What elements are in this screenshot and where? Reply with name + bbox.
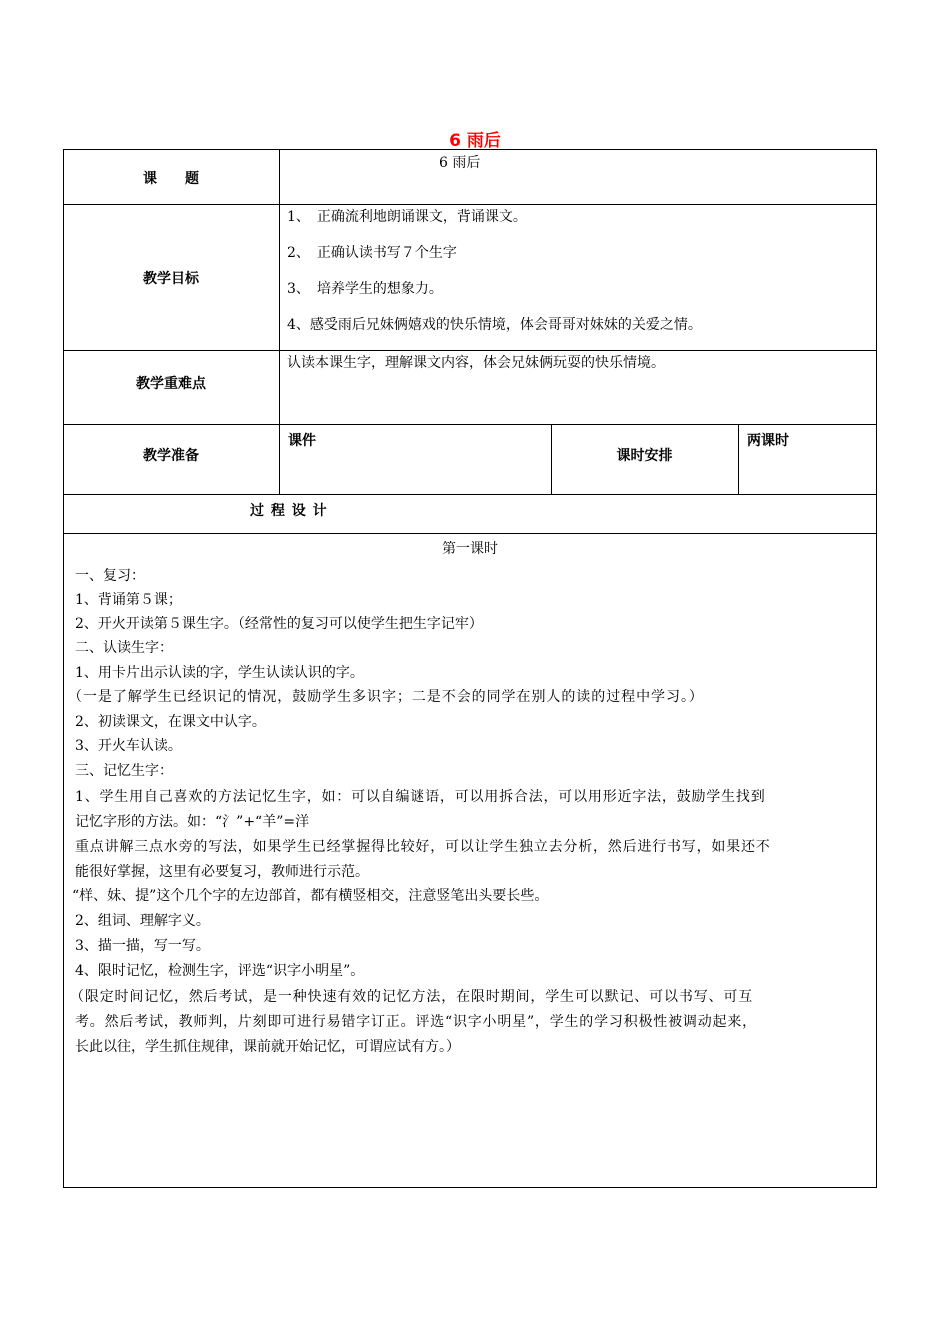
- topic-label: 课 题: [143, 171, 199, 187]
- process-label: 过 程 设 计: [250, 503, 328, 519]
- goal-item: 4、感受雨后兄妹俩嬉戏的快乐情境，体会哥哥对妹妹的关爱之情。: [287, 317, 702, 333]
- process-line: 重点讲解三点水旁的写法，如果学生已经掌握得比较好，可以让学生独立去分析，然后进行书写，如果还不: [75, 839, 771, 855]
- col-divider: [279, 149, 280, 495]
- goal-item: 2、 正确认读书写７个生字: [287, 245, 457, 261]
- schedule-value: 两课时: [747, 433, 789, 449]
- process-line: 一、复习：: [75, 568, 145, 584]
- process-line: 1、背诵第５课；: [75, 592, 182, 608]
- goals-label: 教学目标: [143, 271, 199, 287]
- goal-item: 3、 培养学生的想象力。: [287, 281, 443, 297]
- process-line: 记忆字形的方法。如：“氵”+“羊”=洋: [75, 814, 310, 830]
- process-line: 2、初读课文，在课文中认字。: [75, 714, 266, 730]
- preparation-value: 课件: [288, 433, 316, 449]
- process-line: 2、组词、理解字义。: [75, 913, 210, 929]
- process-line: 能很好掌握，这里有必要复习，教师进行示范。: [75, 864, 369, 880]
- schedule-label: 课时安排: [616, 448, 673, 464]
- row-divider: [63, 424, 877, 425]
- goal-item: 1、 正确流利地朗诵课文，背诵课文。: [287, 209, 527, 225]
- process-line: 4、限时记忆，检测生字，评选“识字小明星”。: [75, 963, 365, 979]
- row-divider: [63, 494, 877, 495]
- process-line: 三、记忆生字：: [75, 763, 173, 779]
- process-line: 3、描一描，写一写。: [75, 938, 210, 954]
- process-line: 1、学生用自己喜欢的方法记忆生字，如：可以自编谜语，可以用拆合法，可以用形近字法，鼓励学生找到: [75, 789, 766, 805]
- row-divider: [63, 204, 877, 205]
- process-line: “样、妹、提”这个几个字的左边部首，都有横竖相交，注意竖笔出头要长些。: [72, 888, 549, 904]
- process-line: 1、用卡片出示认读的字，学生认读认识的字。: [75, 665, 364, 681]
- process-line: 3、开火车认读。: [75, 738, 182, 754]
- topic-value: 6 雨后: [439, 155, 481, 171]
- key-points-value: 认读本课生字，理解课文内容，体会兄妹俩玩耍的快乐情境。: [287, 355, 665, 371]
- preparation-label: 教学准备: [143, 448, 199, 464]
- process-line: 2、开火开读第５课生字。（经常性的复习可以使学生把生字记牢）: [75, 616, 483, 632]
- col-divider: [738, 424, 739, 495]
- row-divider: [63, 533, 877, 534]
- process-line: （限定时间记忆，然后考试，是一种快速有效的记忆方法，在限时期间，学生可以默记、可以书写、可互: [70, 989, 754, 1005]
- document-title: 6 雨后: [449, 131, 501, 151]
- key-points-label: 教学重难点: [136, 376, 206, 392]
- process-line: 二、认读生字：: [75, 640, 173, 656]
- row-divider: [63, 350, 877, 351]
- lesson-heading: 第一课时: [442, 541, 498, 557]
- process-line: （一是了解学生已经识记的情况，鼓励学生多识字；二是不会的同学在别人的读的过程中学习。）: [68, 689, 704, 705]
- process-line: 考。然后考试，教师判，片刻即可进行易错字订正。评选“识字小明星”，学生的学习积极性被调动起来，: [75, 1014, 757, 1030]
- process-line: 长此以往，学生抓住规律，课前就开始记忆，可谓应试有方。）: [75, 1039, 460, 1055]
